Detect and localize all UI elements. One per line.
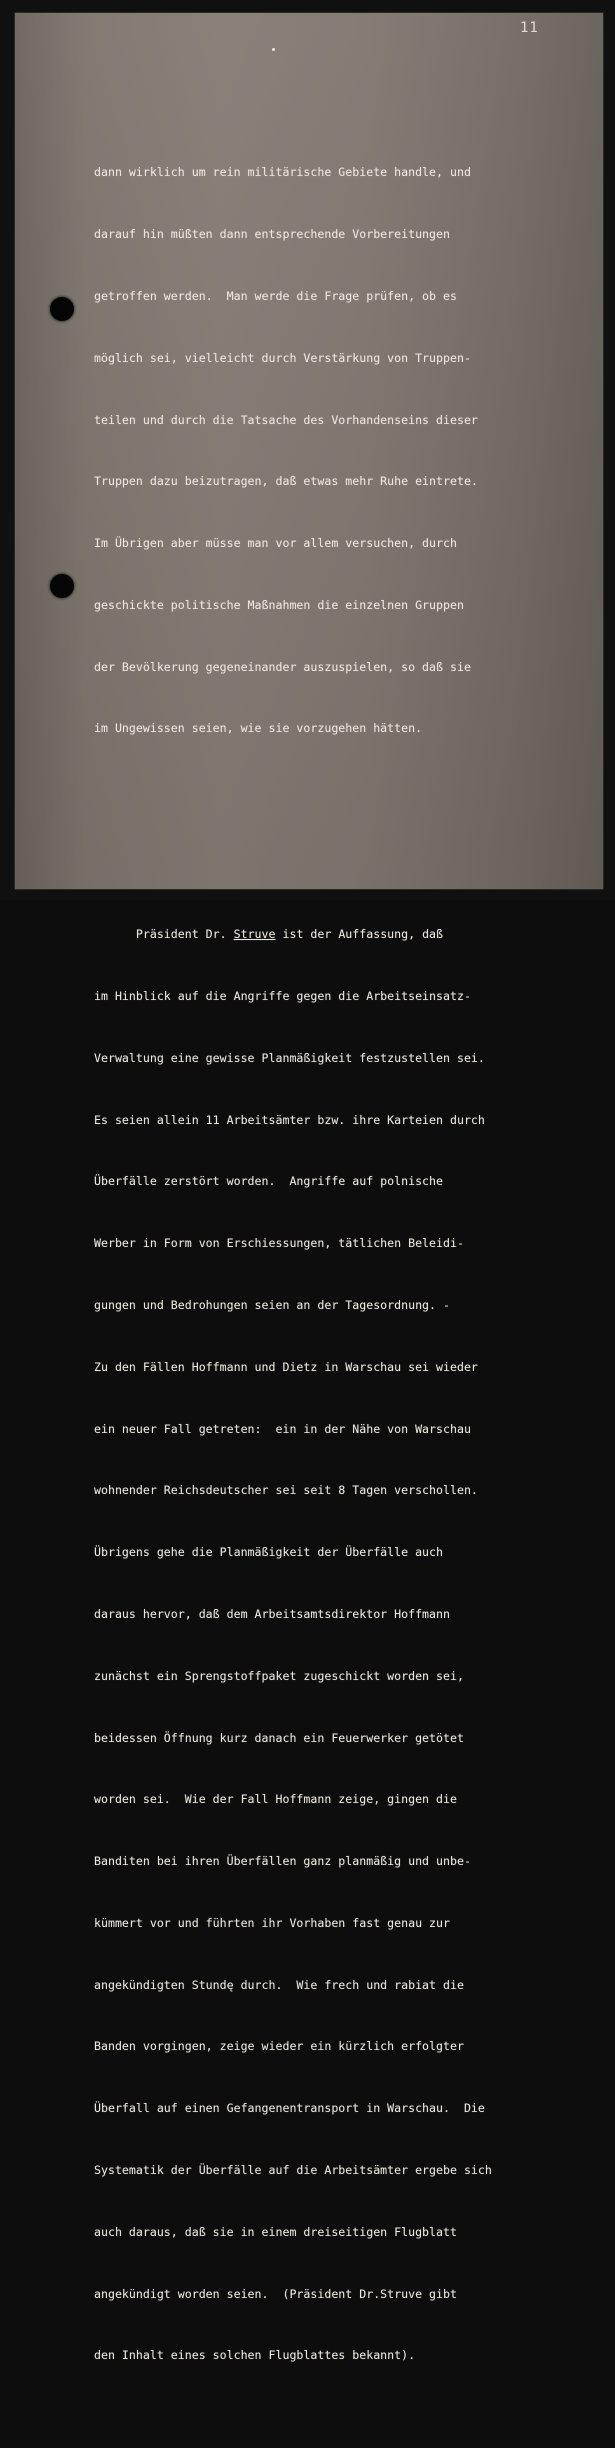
text-line: ein neuer Fall getreten: ein in der Nähe von Warschau: [94, 1421, 471, 1436]
text-line: [94, 924, 614, 945]
text-line: geschickte politische Maßnahmen die einzelnen Gruppen: [94, 597, 464, 612]
text-line: den Inhalt eines solchen Flugblattes bekannt).: [94, 2348, 416, 2363]
text-line: Zu den Fällen Hoffmann und Dietz in Warschau sei wieder: [94, 1359, 478, 1374]
text-line: im Ungewissen seien, wie sie vorzugehen hätten.: [94, 721, 423, 736]
text-line: angekündigten Stundę durch. Wie frech und rabiat die: [94, 1977, 464, 1992]
text-fragment: Präsident Dr.: [94, 927, 234, 942]
text-fragment: ist der Auffassung, daß: [275, 927, 444, 942]
text-line: daraus hervor, daß dem Arbeitsamtsdirektor Hoffmann: [94, 1606, 450, 1621]
text-line: Es seien allein 11 Arbeitsämter bzw. ihre Karteien durch: [94, 1112, 485, 1127]
text-line: Werber in Form von Erschiessungen, tätlichen Beleidi-: [94, 1236, 464, 1251]
punch-hole-bottom: [50, 574, 74, 598]
text-line: Übrigens gehe die Planmäßigkeit der Überfälle auch: [94, 1545, 444, 1560]
typewritten-text: [94, 80, 614, 2448]
paper-speck: [272, 48, 275, 51]
text-line: Banditen bei ihren Überfällen ganz planmäßig und unbe-: [94, 1854, 471, 1869]
page-number: 11: [520, 20, 539, 36]
text-line: angekündigt worden seien. (Präsident Dr.Struve gibt: [94, 2286, 457, 2301]
text-line: Überfall auf einen Gefangenentransport in Warschau. Die: [94, 2101, 485, 2116]
paragraph-2: [94, 883, 614, 2407]
text-line: Überfälle zerstört worden. Angriffe auf polnische: [94, 1174, 444, 1189]
text-line: auch daraus, daß sie in einem dreiseitigen Flugblatt: [94, 2224, 457, 2239]
text-line: getroffen werden. Man werde die Frage prüfen, ob es: [94, 288, 457, 303]
text-line: wohnender Reichsdeutscher sei seit 8 Tagen verschollen.: [94, 1483, 478, 1498]
paragraph-1: [94, 121, 614, 780]
text-line: Systematik der Überfälle auf die Arbeitsämter ergebe sich: [94, 2162, 492, 2177]
text-line: teilen und durch die Tatsache des Vorhandenseins dieser: [94, 412, 478, 427]
text-line: der Bevölkerung gegeneinander auszuspielen, so daß sie: [94, 659, 471, 674]
text-line: worden sei. Wie der Fall Hoffmann zeige, gingen die: [94, 1792, 457, 1807]
text-line: Im Übrigen aber müsse man vor allem versuchen, durch: [94, 536, 457, 551]
text-line: Verwaltung eine gewisse Planmäßigkeit festzustellen sei.: [94, 1050, 485, 1065]
punch-hole-top: [50, 297, 74, 321]
text-line: möglich sei, vielleicht durch Verstärkung von Truppen-: [94, 350, 471, 365]
text-line: im Hinblick auf die Angriffe gegen die Arbeitseinsatz-: [94, 989, 471, 1004]
underlined-name-struve: Struve: [233, 927, 276, 942]
text-line: dann wirklich um rein militärische Gebiete handle, und: [94, 165, 471, 180]
text-line: zunächst ein Sprengstoffpaket zugeschickt worden sei,: [94, 1668, 464, 1683]
text-line: kümmert vor und führten ihr Vorhaben fast genau zur: [94, 1915, 450, 1930]
text-line: beidessen Öffnung kurz danach ein Feuerwerker getötet: [94, 1730, 464, 1745]
text-line: darauf hin müßten dann entsprechende Vorbereitungen: [94, 227, 450, 242]
paragraph-gap: [94, 821, 614, 842]
text-line: gungen und Bedrohungen seien an der Tagesordnung. -: [94, 1298, 450, 1313]
text-line: Truppen dazu beizutragen, daß etwas mehr Ruhe eintrete.: [94, 474, 478, 489]
document-page: [14, 12, 604, 2363]
text-line: Banden vorgingen, zeige wieder ein kürzlich erfolgter: [94, 2039, 464, 2054]
